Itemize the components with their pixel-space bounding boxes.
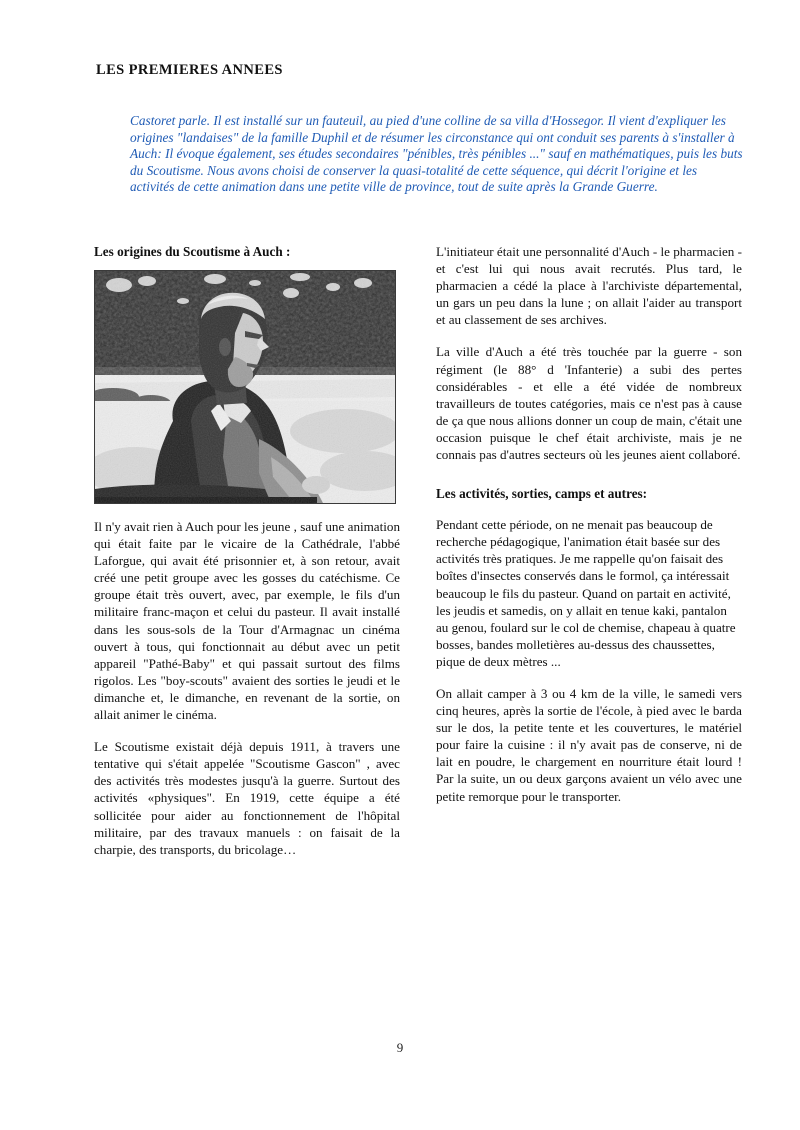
editorial-intro-text: Castoret parle. Il est installé sur un fauteuil, au pied d'une colline de sa villa d'Hossegor. Il vient d'expliquer les origines "landaises" de la famille Duphil et de résumer les circonstance qui ont conduit ses parents à s'installer à Auch: Il évoque également, ses études secondaires "pénibles, très pénibles ..." sauf en mathématiques, puis les buts du Scoutisme. Nous avons choisi de conserver la quasi-totalité de cette séquence, qui décrit l'origine et les activités de cette animation dans une petite ville de province, tout de suite après la Grande Guerre. (130, 113, 743, 195)
page-title: LES PREMIERES ANNEES (96, 62, 283, 78)
section-heading-activites: Les activités, sorties, camps et autres: (436, 486, 648, 502)
photo-castoret (94, 270, 396, 504)
right-paragraph-2: La ville d'Auch a été très touchée par la guerre - son régiment (le 88° d 'Infanterie) a subi des pertes considérables - et elle a été vidée de nombreux travailleurs de toutes catégories, mais ce n'est pas à cause de ça que nous allions donner un coup de main, c'était une occasion puisque le chef était archiviste, mais je ne connais pas d'autres secteurs où les jeunes aient collaboré. (436, 344, 742, 463)
right-paragraph-3: Pendant cette période, on ne menait pas beaucoup de recherche pédagogique, l'animation était basée sur des activités très pratiques. Je me rappelle qu'on faisait des boîtes d'insectes conservés dans le formol, ça intéressait beaucoup le fils du pasteur. Quand on partait en activité, les jeudis et samedis, on y allait en tenue kaki, pantalon au genou, foulard sur le col de chemise, chapeau à quatre bosses, bandes molletières au-dessus des chaussettes, pique de deux mètres ... (436, 517, 736, 669)
left-paragraph-1: Il n'y avait rien à Auch pour les jeune , sauf une animation qui était faite par le vicaire de la Cathédrale, l'abbé Laforgue, qui avait été prisonnier et, à son retour, avait créé une petit groupe avec les gosses du catéchisme. Ce groupe était très ouvert, avec, par exemple, le fils d'un militaire franc-maçon et celui du pasteur. Il avait installé dans les sous-sols de la Tour d'Armagnac un cinéma ouvert à tous, qui fonctionnait au début avec un petit appareil "Pathé-Baby" et qui passait surtout des films rigolos. Les "boy-scouts" avaient des sorties le jeudi et le dimanche et, le dimanche, en revenant de la sortie, on allait animer le cinéma. (94, 519, 400, 723)
right-paragraph-4: On allait camper à 3 ou 4 km de la ville, le samedi vers cinq heures, après la sortie de l'école, à pied avec le barda sur le dos, la petite tente et les couvertures, le matériel pour faire la cuisine : il n'y avait pas de conserve, ni de lait en poudre, le chargement en nourriture était lourd ! Par la suite, un ou deux garçons avaient un vélo avec une petite remorque pour le transporter. (436, 685, 742, 804)
right-paragraph-1: L'initiateur était une personnalité d'Auch - le pharmacien - et c'est lui qui nous avait recrutés. Plus tard, le pharmacien a cédé la place à l'archiviste départemental, un gars un peu dans la lune ; on allait l'aider au transport et au classement de ses archives. (436, 244, 742, 328)
editorial-intro (130, 113, 744, 196)
left-column (94, 243, 400, 858)
right-column (436, 243, 742, 805)
left-paragraph-2: Le Scoutisme existait déjà depuis 1911, à travers une tentative qui s'était appelée "Scoutisme Gascon" , avec des activités très modestes jusqu'à la guerre. Surtout des activités «physiques". En 1919, cette équipe a été sollicitée pour aider au fonctionnement de l'hôpital militaire, par des travaux manuels : on faisait de la charpie, des transports, du bricolage… (94, 739, 400, 857)
photo-castoret-image (95, 271, 395, 503)
page-number: 9 (396, 1040, 404, 1055)
section-heading-origines: Les origines du Scoutisme à Auch : (94, 244, 291, 259)
